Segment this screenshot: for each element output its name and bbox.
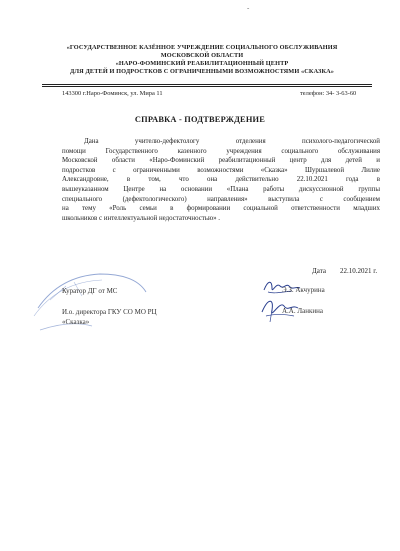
org-line: ДЛЯ ДЕТЕЙ И ПОДРОСТКОВ С ОГРАНИЧЕННЫМИ ВОЗМОЖНОСТЯМИ «СКАЗКА» (69, 68, 335, 75)
phone: телефон: 34- 3-63-60 (300, 90, 357, 97)
official-stamp (30, 256, 150, 336)
body-line: Дана учителю-дефектологу отделения психолого-педагогической (84, 138, 380, 145)
director-name: А.А. Ланкина (282, 307, 323, 315)
body-line: подростков с ограниченными возможностями «Сказка» Шуршалевой Лилие (62, 166, 380, 174)
organization-header (28, 44, 376, 76)
director-role: И.о. директора ГКУ СО МО РЦ (62, 308, 157, 316)
document-title: СПРАВКА - ПОДТВЕРЖДЕНИЕ (134, 115, 266, 124)
header-divider-thin (42, 86, 372, 87)
body-line: Московской области «Наро-Фоминский реабилитационный центр для детей и (62, 157, 380, 165)
curator-name: Э.З. Акчурина (282, 286, 325, 294)
body-line: Александровне, в том, что она действительно 22.10.2021 года в (62, 176, 380, 184)
date-label: Дата (312, 267, 326, 275)
curator-role: Куратор ДГ от МС (62, 287, 118, 295)
org-line: МОСКОВСКОЙ ОБЛАСТИ (160, 52, 244, 59)
director-organization: «Сказка» (62, 318, 90, 326)
body-line: школьников с интеллектуальной недостаточностью» . (62, 214, 220, 222)
date-value: 22.10.2021 г. (340, 267, 378, 275)
document-body (62, 137, 380, 223)
body-line: специального (дефектологического) направления» выступила с сообщением (62, 195, 380, 203)
header-mark: - (247, 4, 250, 12)
header-divider (42, 84, 372, 85)
org-line: «НАРО-ФОМИНСКИЙ РЕАБИЛИТАЦИОННЫЙ ЦЕНТР (115, 60, 289, 67)
body-line: помощи Государственного казенного учреждения социального обслуживания (62, 147, 380, 155)
body-line: на тему «Роль семьи в формировании социальной ответственности младших (62, 205, 380, 213)
address: 143300 г.Наро-Фоминск, ул. Мира 11 (62, 90, 163, 97)
body-line: вышеуказанном Центре на основании «Плана работы дискуссионной группы (62, 185, 380, 193)
org-line: «ГОСУДАРСТВЕННОЕ КАЗЁННОЕ УЧРЕЖДЕНИЕ СОЦИАЛЬНОГО ОБСЛУЖИВАНИЯ (66, 44, 338, 51)
